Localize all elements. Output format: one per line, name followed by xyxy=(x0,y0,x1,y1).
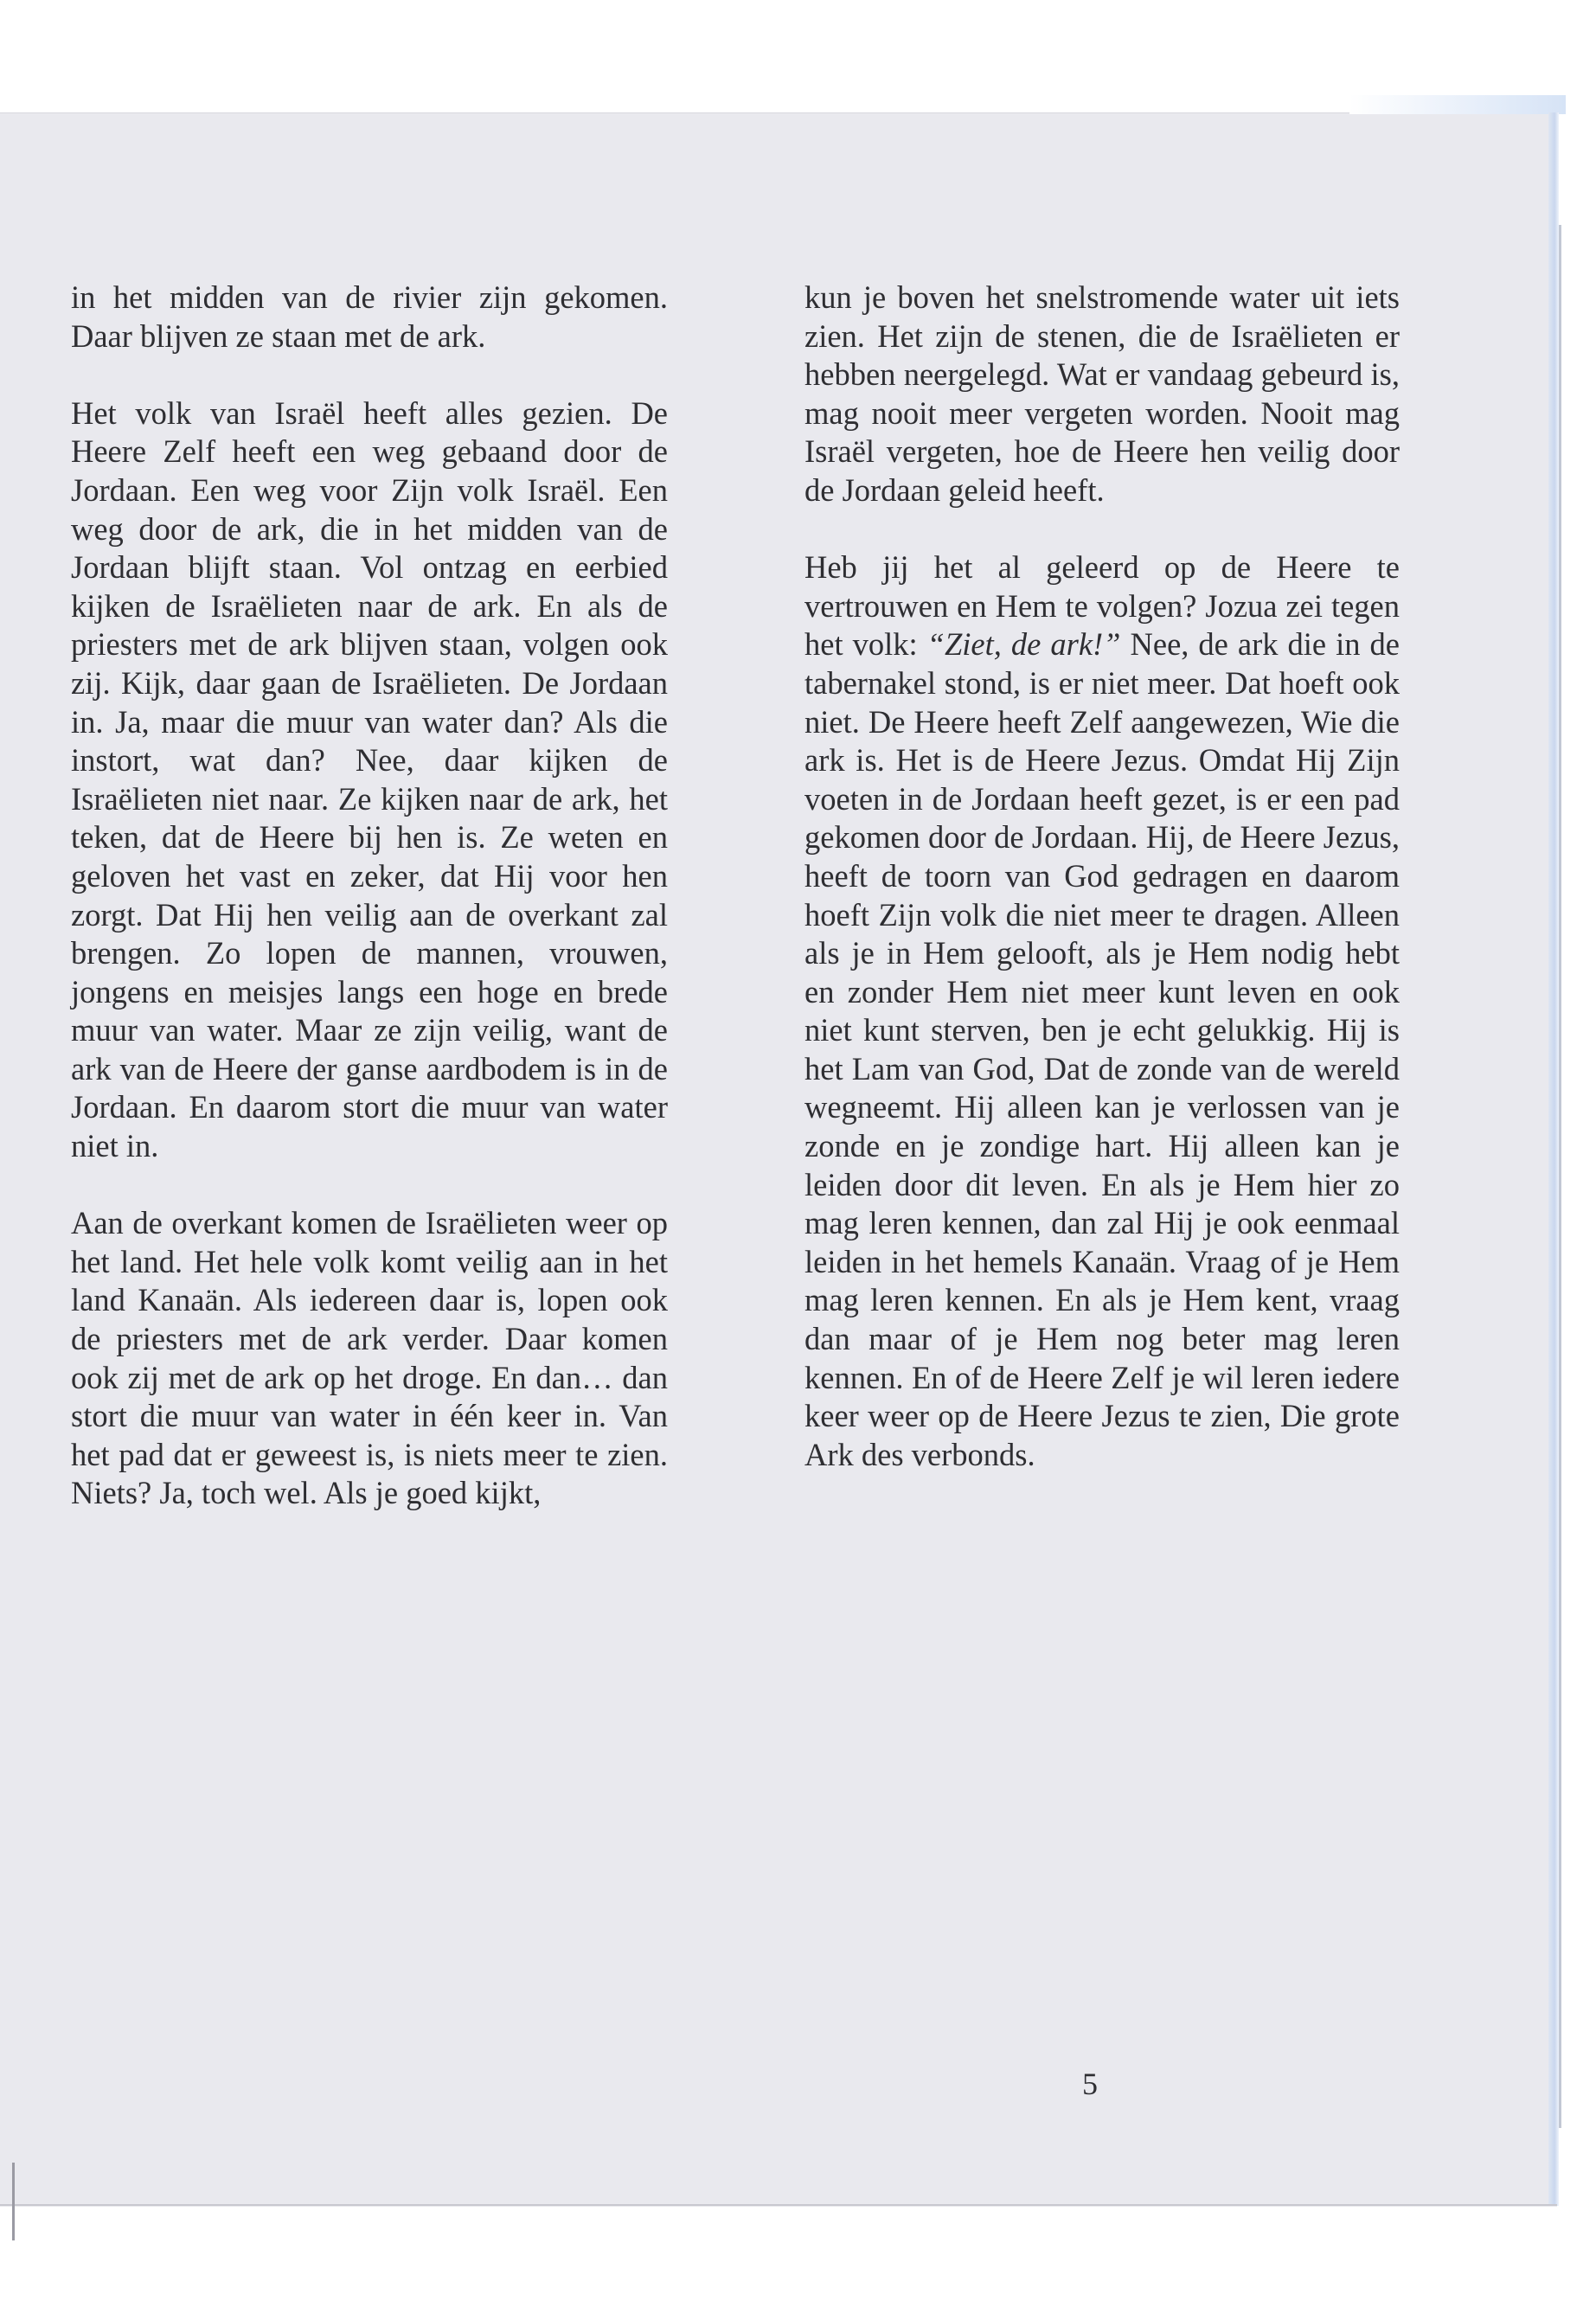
page-right-edge-shadow xyxy=(1559,225,1561,2128)
left-text-column xyxy=(71,279,668,1513)
quote-ziet-de-ark: “Ziet, de ark!” xyxy=(926,626,1121,663)
right-paragraph-2 xyxy=(804,548,1400,1474)
page-top-strip xyxy=(1349,95,1566,114)
right-paragraph-2-intro: Heb jij het al geleerd op de Heere te vertrouwen en Hem te volgen? Jozua zei tegen het volk: xyxy=(804,549,1400,663)
left-paragraph-3: Aan de overkant komen de Israëlieten weer op het land. Het hele volk komt veilig aan in het land Kanaän. Als iedereen daar is, lopen ook de priesters met de ark verder. Daar komen ook zij met de ark op het droge. En dan… dan stort die muur van water in één keer in. Van het pad dat er geweest is, is niets meer te zien. Niets? Ja, toch wel. Als je goed kijkt, xyxy=(71,1205,668,1511)
page-number: 5 xyxy=(1082,2067,1098,2101)
right-paragraph-1: kun je boven het snelstromende water uit iets zien. Het zijn de stenen, die de Israëlieten er hebben neergelegd. Wat er vandaag gebeurd is, mag nooit meer vergeten worden. Nooit mag Israël vergeten, hoe de Heere hen veilig door de Jordaan geleid heeft. xyxy=(804,279,1400,508)
left-paragraph-2: Het volk van Israël heeft alles gezien. De Heere Zelf heeft een weg gebaand door de Jordaan. Een weg voor Zijn volk Israël. Een weg door de ark, die in het midden van de Jordaan blijft staan. Vol ontzag en eerbied kijken de Israëlieten naar de ark. En als de priesters met de ark blijven staan, volgen ook zij. Kijk, daar gaan de Israëlieten. De Jordaan in. Ja, maar die muur van water dan? Als die instort, wat dan? Nee, daar kijken de Israëlieten niet naar. Ze kijken naar de ark, het teken, dat de Heere bij hen is. Ze weten en geloven het vast en zeker, dat Hij voor hen zorgt. Dat Hij hen veilig aan de overkant zal brengen. Zo lopen de mannen, vrouwen, jongens en meisjes langs een hoge en brede muur van water. Maar ze zijn veilig, want de ark van de Heere der ganse aardbodem is in de Jordaan. En daarom stort die muur van water niet in. xyxy=(71,394,668,1164)
right-paragraph-2-rest: Nee, de ark die in de tabernakel stond, is er niet meer. Dat hoeft ook niet. De Heere heeft Zelf aangewezen, Wie die ark is. Het is de Heere Jezus. Omdat Hij Zijn voeten in de Jordaan heeft gezet, is er een pad gekomen door de Jordaan. Hij, de Heere Jezus, heeft de toorn van God gedragen en daarom hoeft Zijn volk die niet meer te dragen. Alleen als je in Hem gelooft, als je Hem nodig hebt en zonder Hem niet meer kunt leven en ook niet kunt sterven, ben je echt gelukkig. Hij is het Lam van God, Dat de zonde van de wereld wegneemt. Hij alleen kan je verlossen van je zonde en je zondige hart. Hij alleen kan je leiden door dit leven. En als je Hem hier zo mag leren kennen, dan zal Hij je ook eenmaal leiden in het hemels Kanaän. Vraag of je Hem mag leren kennen. En als je Hem kent, vraag dan maar of je Hem nog beter mag leren kennen. En of de Heere Zelf je wil leren iedere keer weer op de Heere Jezus te zien, Die grote Ark des verbonds. xyxy=(804,626,1400,1472)
right-text-column xyxy=(804,279,1400,1474)
page-bottom-edge xyxy=(0,2204,1557,2206)
scan-left-mark xyxy=(12,2163,15,2240)
page-right-edge xyxy=(1548,112,1559,2206)
left-paragraph-1: in het midden van de rivier zijn gekomen. Daar blijven ze staan met de ark. xyxy=(71,279,668,354)
